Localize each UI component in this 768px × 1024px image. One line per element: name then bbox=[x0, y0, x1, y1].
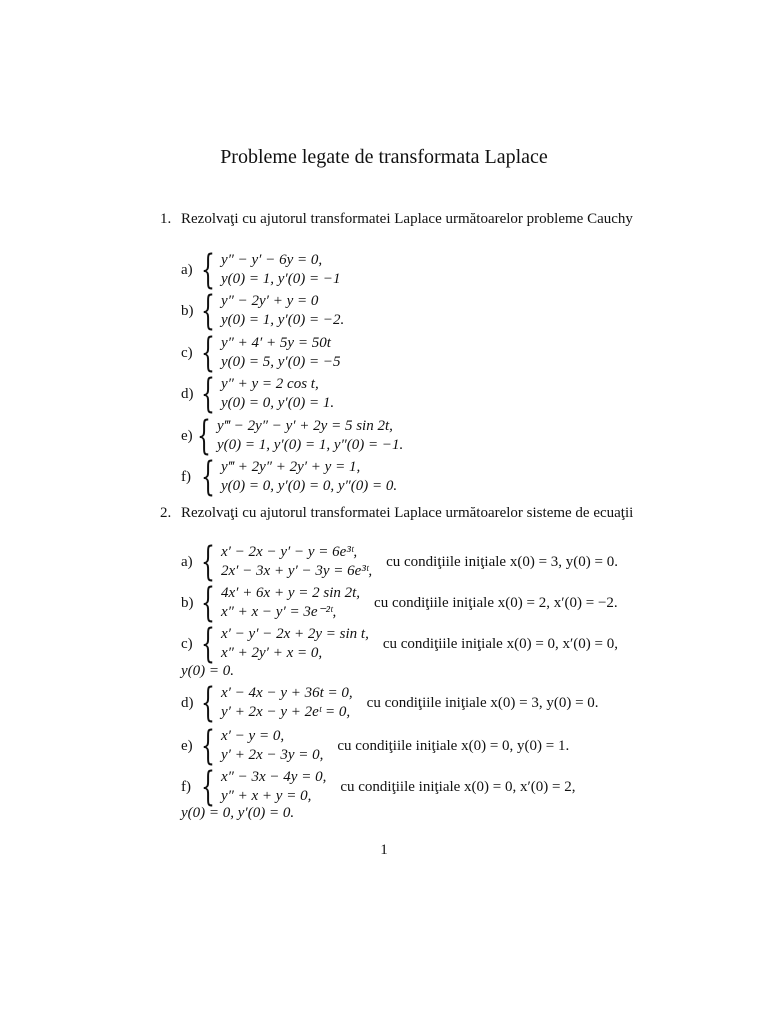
initial-conditions: cu condiţiile iniţiale x(0) = 0, x′(0) = 0, bbox=[382, 635, 619, 652]
brace-icon: { bbox=[201, 680, 215, 726]
item-label: b) bbox=[181, 302, 194, 319]
problem-2 bbox=[160, 504, 650, 522]
equation: y″ − y′ − 6y = 0, bbox=[221, 252, 323, 268]
equation: 4x′ + 6x + y = 2 sin 2t, bbox=[221, 585, 361, 601]
equation: y′ + 2x − y + 2eᵗ = 0, bbox=[221, 704, 351, 720]
initial-conditions-continued: y(0) = 0, y′(0) = 0. bbox=[181, 805, 295, 821]
equation: y′ + 2x − 3y = 0, bbox=[221, 747, 324, 763]
equation-system-1c bbox=[181, 330, 341, 376]
equation: y″ − 2y′ + y = 0 bbox=[221, 293, 319, 309]
initial-condition: y(0) = 1, y′(0) = −2. bbox=[221, 312, 345, 328]
equation-system-1a bbox=[181, 247, 341, 293]
initial-conditions: cu condiţiile iniţiale x(0) = 0, x′(0) = 2, bbox=[340, 778, 576, 795]
item-label: f) bbox=[181, 778, 191, 795]
equation: x′ − y′ − 2x + 2y = sin t, bbox=[221, 626, 369, 642]
item-label: a) bbox=[181, 261, 193, 278]
equation: x″ + 2y′ + x = 0, bbox=[221, 645, 323, 661]
equation-system-2c bbox=[181, 621, 619, 667]
equation: x″ − 3x − 4y = 0, bbox=[221, 769, 327, 785]
brace-icon: { bbox=[201, 330, 215, 376]
item-label: e) bbox=[181, 427, 193, 444]
brace-icon: { bbox=[201, 247, 215, 293]
initial-condition: y(0) = 0, y′(0) = 1. bbox=[221, 395, 335, 411]
problem-number: 1. bbox=[160, 211, 172, 227]
initial-condition: y(0) = 5, y′(0) = −5 bbox=[221, 354, 341, 370]
brace-icon: { bbox=[201, 539, 215, 585]
brace-icon: { bbox=[201, 288, 215, 334]
initial-conditions: cu condiţiile iniţiale x(0) = 0, y(0) = 1. bbox=[337, 737, 570, 754]
problem-intro: Rezolvaţi cu ajutorul transformatei Laplace următoarelor probleme Cauchy bbox=[181, 211, 633, 227]
initial-conditions: cu condiţiile iniţiale x(0) = 3, y(0) = 0. bbox=[386, 553, 618, 570]
equation-system-1e bbox=[181, 413, 404, 459]
initial-conditions: cu condiţiile iniţiale x(0) = 3, y(0) = 0. bbox=[366, 694, 599, 711]
page-number: 1 bbox=[380, 842, 388, 858]
item-label: f) bbox=[181, 468, 191, 485]
equation-system-2f bbox=[181, 764, 576, 810]
equation: y‴ − 2y″ − y′ + 2y = 5 sin 2t, bbox=[217, 418, 393, 434]
equation-system-1b bbox=[181, 288, 345, 334]
equation-system-2e bbox=[181, 723, 570, 769]
brace-icon: { bbox=[201, 764, 215, 810]
equation: y″ + x + y = 0, bbox=[221, 788, 312, 804]
brace-icon: { bbox=[201, 621, 215, 667]
equation: x′ − 4x − y + 36t = 0, bbox=[221, 685, 353, 701]
equation: x″ + x − y′ = 3e⁻²ᵗ, bbox=[221, 604, 337, 620]
item-label: a) bbox=[181, 553, 193, 570]
brace-icon: { bbox=[201, 723, 215, 769]
equation: y″ + 4′ + 5y = 50t bbox=[221, 335, 331, 351]
problem-number: 2. bbox=[160, 505, 172, 521]
equation-system-1d bbox=[181, 371, 335, 417]
initial-conditions: cu condiţiile iniţiale x(0) = 2, x′(0) = −2. bbox=[374, 594, 618, 611]
initial-condition: y(0) = 1, y′(0) = −1 bbox=[221, 271, 341, 287]
equation: x′ − y = 0, bbox=[221, 728, 285, 744]
initial-conditions-continued: y(0) = 0. bbox=[181, 663, 235, 679]
item-label: c) bbox=[181, 344, 193, 361]
equation-system-2b bbox=[181, 580, 618, 626]
equation: y″ + y = 2 cos t, bbox=[221, 376, 319, 392]
item-label: b) bbox=[181, 594, 194, 611]
equation-system-2a bbox=[181, 539, 618, 585]
page-title: Probleme legate de transformata Laplace bbox=[220, 146, 548, 168]
brace-icon: { bbox=[201, 580, 215, 626]
equation: x′ − 2x − y′ − y = 6e³ᵗ, bbox=[221, 544, 358, 560]
brace-icon: { bbox=[201, 371, 215, 417]
item-label: d) bbox=[181, 385, 194, 402]
problem-intro: Rezolvaţi cu ajutorul transformatei Laplace următoarelor sisteme de ecuaţii bbox=[181, 505, 634, 521]
equation: 2x′ − 3x + y′ − 3y = 6e³ᵗ, bbox=[221, 563, 373, 579]
initial-condition: y(0) = 0, y′(0) = 0, y″(0) = 0. bbox=[221, 478, 398, 494]
equation: y‴ + 2y″ + 2y′ + y = 1, bbox=[221, 459, 361, 475]
equation-system-1f bbox=[181, 454, 398, 500]
item-label: d) bbox=[181, 694, 194, 711]
initial-condition: y(0) = 1, y′(0) = 1, y″(0) = −1. bbox=[217, 437, 404, 453]
item-label: e) bbox=[181, 737, 193, 754]
item-label: c) bbox=[181, 635, 193, 652]
problem-1 bbox=[160, 210, 650, 228]
brace-icon: { bbox=[197, 413, 211, 459]
brace-icon: { bbox=[201, 454, 215, 500]
equation-system-2d bbox=[181, 680, 599, 726]
